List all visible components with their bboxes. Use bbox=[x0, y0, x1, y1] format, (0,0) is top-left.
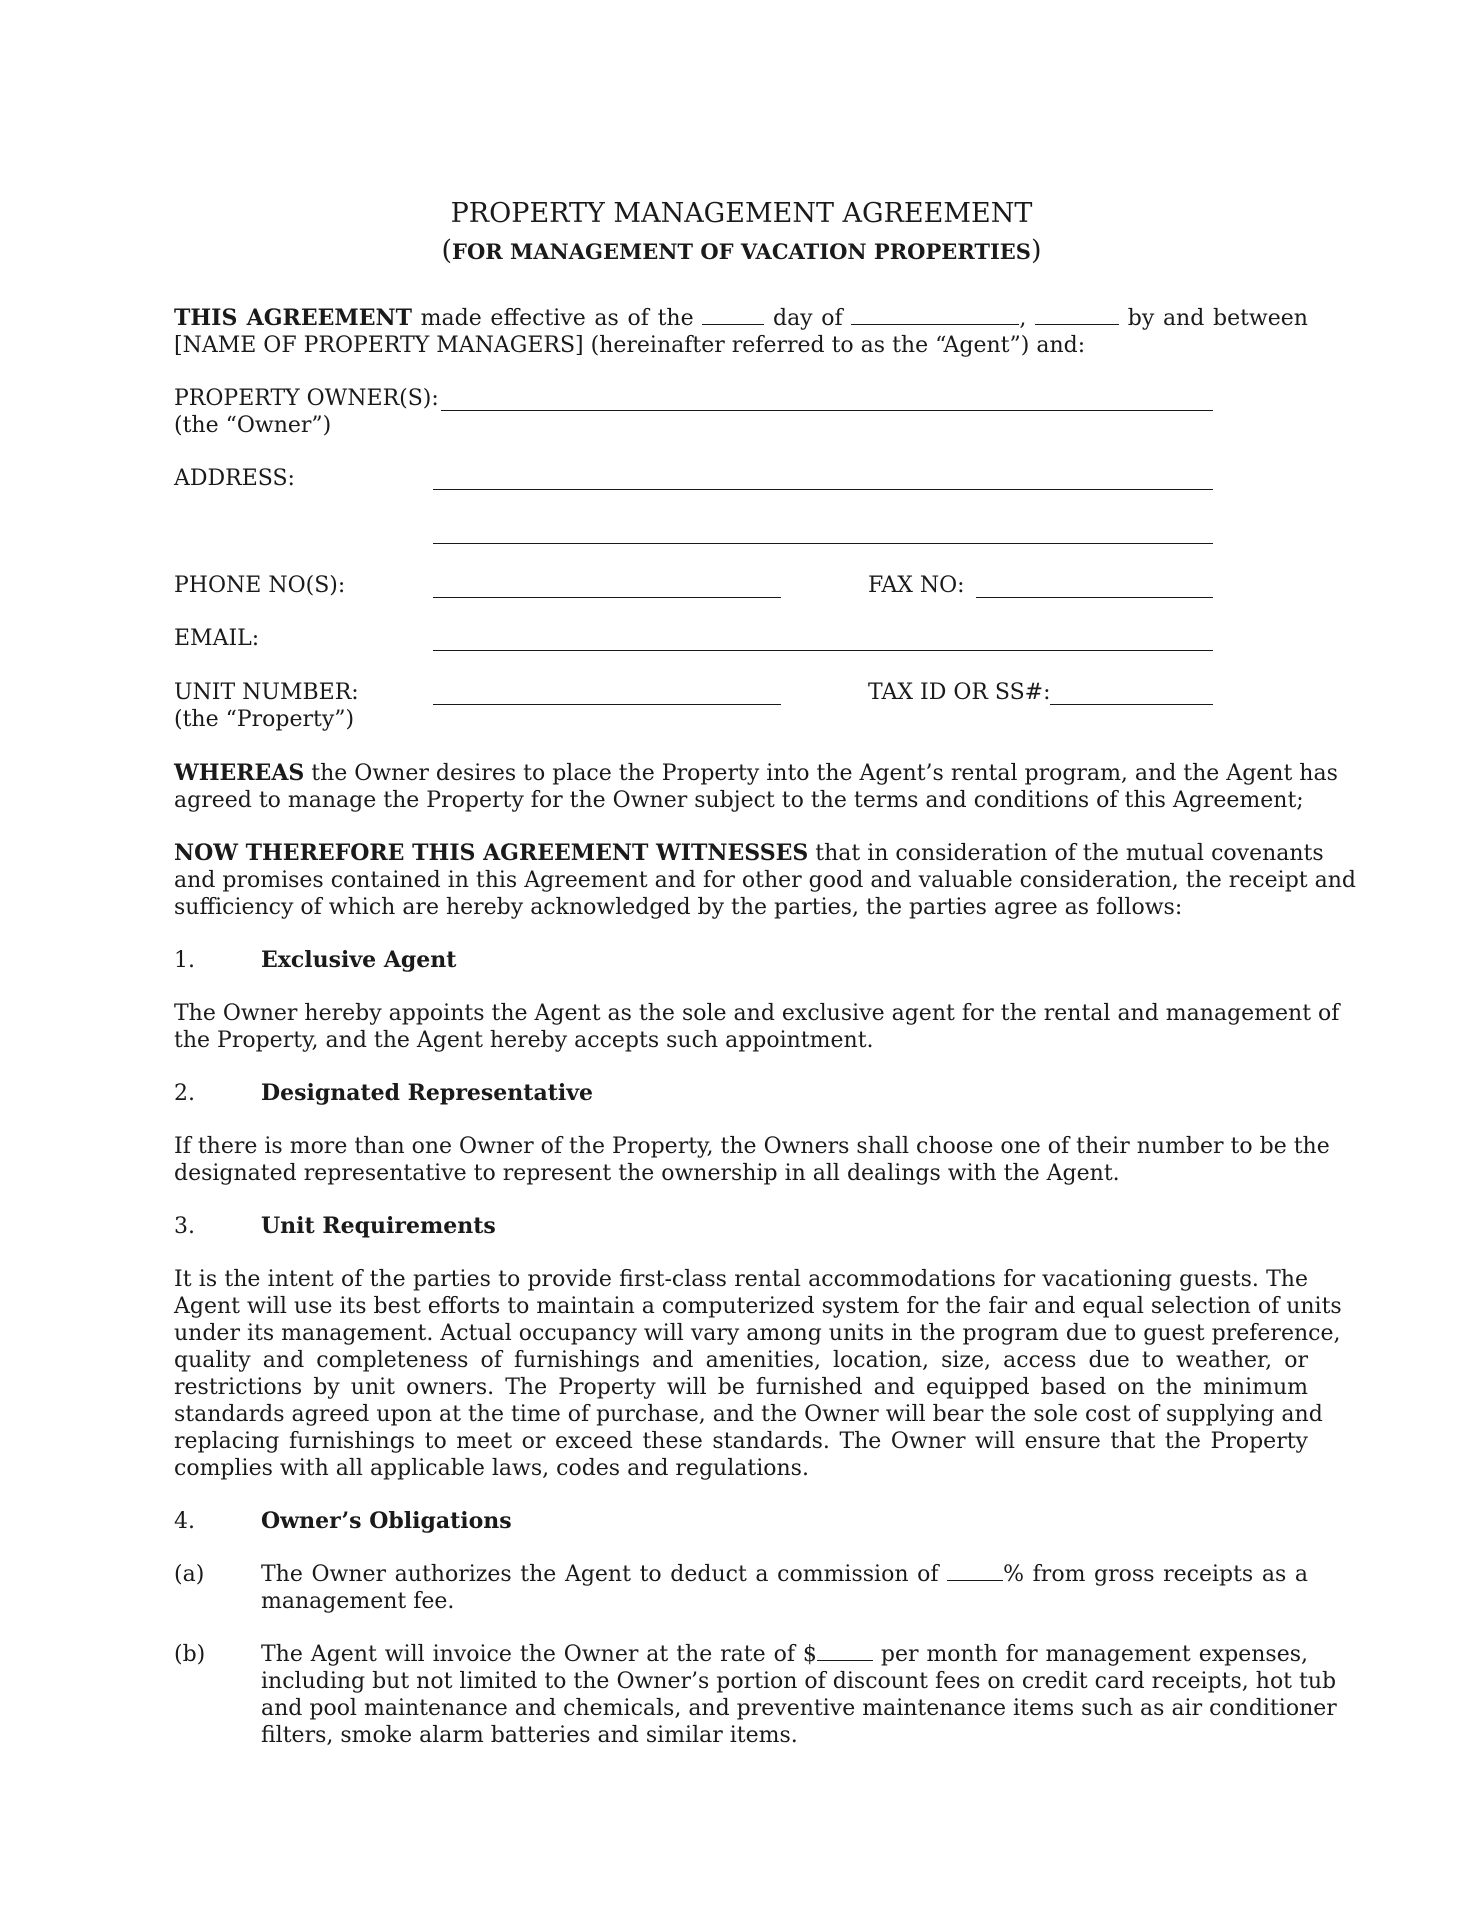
intro-line-1 bbox=[174, 305, 1308, 332]
address-blank-2[interactable] bbox=[433, 543, 1213, 544]
subtitle-text: FOR MANAGEMENT OF VACATION PROPERTIES bbox=[452, 239, 1031, 264]
intro-part-4: by and between bbox=[1127, 306, 1308, 331]
section-1-line-2: the Property, and the Agent hereby accepts such appointment. bbox=[174, 1028, 874, 1053]
section-4-number: 4. bbox=[174, 1509, 195, 1534]
section-1-number: 1. bbox=[174, 948, 195, 973]
phone-blank[interactable] bbox=[433, 597, 781, 598]
tax-blank[interactable] bbox=[1050, 704, 1213, 705]
now-therefore-bold-lead: NOW THEREFORE THIS AGREEMENT WITNESSES bbox=[174, 840, 809, 866]
section-2-heading: Designated Representative bbox=[261, 1080, 593, 1106]
section-3-heading: Unit Requirements bbox=[261, 1213, 496, 1239]
address-label: ADDRESS: bbox=[174, 466, 295, 491]
section-3-line-1: It is the intent of the parties to provide first-class rental accommodations for vacationing guests. The bbox=[174, 1267, 1308, 1292]
fax-blank[interactable] bbox=[976, 597, 1213, 598]
now-therefore-line-3: sufficiency of which are hereby acknowledged by the parties, the parties agree as follows: bbox=[174, 895, 1183, 920]
section-2-number: 2. bbox=[174, 1081, 195, 1106]
section-3-line-2: Agent will use its best efforts to maintain a computerized system for the fair and equal selection of units bbox=[174, 1294, 1342, 1319]
owner-label: PROPERTY OWNER(S): bbox=[174, 386, 439, 411]
intro-part-1: made effective as of the bbox=[420, 306, 694, 331]
whereas-line-1 bbox=[174, 760, 1338, 787]
phone-label: PHONE NO(S): bbox=[174, 573, 346, 598]
section-2-line-1: If there is more than one Owner of the Property, the Owners shall choose one of their number to be the bbox=[174, 1134, 1330, 1159]
unit-blank[interactable] bbox=[433, 704, 781, 705]
section-1-line-1: The Owner hereby appoints the Agent as the sole and exclusive agent for the rental and management of bbox=[174, 1001, 1340, 1026]
month-blank[interactable] bbox=[851, 306, 1019, 325]
intro-bold-lead: THIS AGREEMENT bbox=[174, 305, 412, 331]
obligation-a-marker: (a) bbox=[174, 1562, 205, 1587]
intro-line-2: [NAME OF PROPERTY MANAGERS] (hereinafter referred to as the “Agent”) and: bbox=[174, 333, 1086, 358]
obligation-b-line-1 bbox=[261, 1641, 1308, 1668]
now-therefore-line-1 bbox=[174, 840, 1324, 867]
tax-label: TAX ID OR SS#: bbox=[868, 680, 1051, 705]
owner-blank[interactable] bbox=[441, 410, 1213, 411]
obligation-b-line-3: and pool maintenance and chemicals, and preventive maintenance items such as air conditioner bbox=[261, 1696, 1337, 1721]
whereas-line-2: agreed to manage the Property for the Owner subject to the terms and conditions of this Agreement; bbox=[174, 788, 1304, 813]
whereas-bold-lead: WHEREAS bbox=[174, 760, 305, 786]
section-3-line-3: under its management. Actual occupancy will vary among units in the program due to guest preference, bbox=[174, 1321, 1341, 1346]
obligation-b-marker: (b) bbox=[174, 1642, 206, 1667]
obligation-b-line-4: filters, smoke alarm batteries and similar items. bbox=[261, 1723, 798, 1748]
commission-blank[interactable] bbox=[947, 1562, 1003, 1581]
section-3-line-7: replacing furnishings to meet or exceed these standards. The Owner will ensure that the Property bbox=[174, 1429, 1308, 1454]
owner-sub-label: (the “Owner”) bbox=[174, 413, 332, 438]
obligation-b-line-2: including but not limited to the Owner’s portion of discount fees on credit card receipts, hot tub bbox=[261, 1669, 1337, 1694]
section-4-heading: Owner’s Obligations bbox=[261, 1508, 512, 1534]
intro-part-3: , bbox=[1019, 306, 1027, 331]
subtitle-close-paren: ) bbox=[1030, 235, 1042, 266]
section-2-line-2: designated representative to represent the ownership in all dealings with the Agent. bbox=[174, 1161, 1120, 1186]
section-3-line-8: complies with all applicable laws, codes and regulations. bbox=[174, 1456, 809, 1481]
email-label: EMAIL: bbox=[174, 626, 260, 651]
obligation-b-text-post: per month for management expenses, bbox=[880, 1642, 1309, 1667]
now-therefore-line-2: and promises contained in this Agreement and for other good and valuable consideration, the receipt and bbox=[174, 868, 1356, 893]
subtitle-open-paren: ( bbox=[441, 235, 453, 266]
obligation-a-text-pre: The Owner authorizes the Agent to deduct a commission of bbox=[261, 1562, 939, 1587]
management-expense-blank[interactable] bbox=[817, 1642, 873, 1661]
email-blank[interactable] bbox=[433, 650, 1213, 651]
unit-label: UNIT NUMBER: bbox=[174, 680, 359, 705]
document-title: PROPERTY MANAGEMENT AGREEMENT bbox=[450, 198, 1033, 229]
unit-sub-label: (the “Property”) bbox=[174, 707, 355, 732]
obligation-b-text-pre: The Agent will invoice the Owner at the rate of $ bbox=[261, 1642, 817, 1667]
intro-part-2: day of bbox=[772, 306, 843, 331]
year-blank[interactable] bbox=[1035, 306, 1119, 325]
section-3-line-4: quality and completeness of furnishings and amenities, location, size, access due to weather, or bbox=[174, 1348, 1308, 1373]
document-subtitle bbox=[0, 235, 1483, 266]
whereas-text-1: the Owner desires to place the Property into the Agent’s rental program, and the Agent has bbox=[311, 761, 1338, 786]
address-blank-1[interactable] bbox=[433, 489, 1213, 490]
section-3-line-5: restrictions by unit owners. The Property will be furnished and equipped based on the minimum bbox=[174, 1375, 1308, 1400]
now-therefore-text-1: that in consideration of the mutual covenants bbox=[815, 841, 1324, 866]
fax-label: FAX NO: bbox=[868, 573, 965, 598]
obligation-a-line-1 bbox=[261, 1561, 1308, 1588]
obligation-a-text-post: % from gross receipts as a bbox=[1003, 1562, 1308, 1587]
day-blank[interactable] bbox=[702, 306, 764, 325]
section-1-heading: Exclusive Agent bbox=[261, 947, 457, 973]
section-3-line-6: standards agreed upon at the time of purchase, and the Owner will bear the sole cost of supplying and bbox=[174, 1402, 1323, 1427]
obligation-a-line-2: management fee. bbox=[261, 1589, 455, 1614]
section-3-number: 3. bbox=[174, 1214, 195, 1239]
